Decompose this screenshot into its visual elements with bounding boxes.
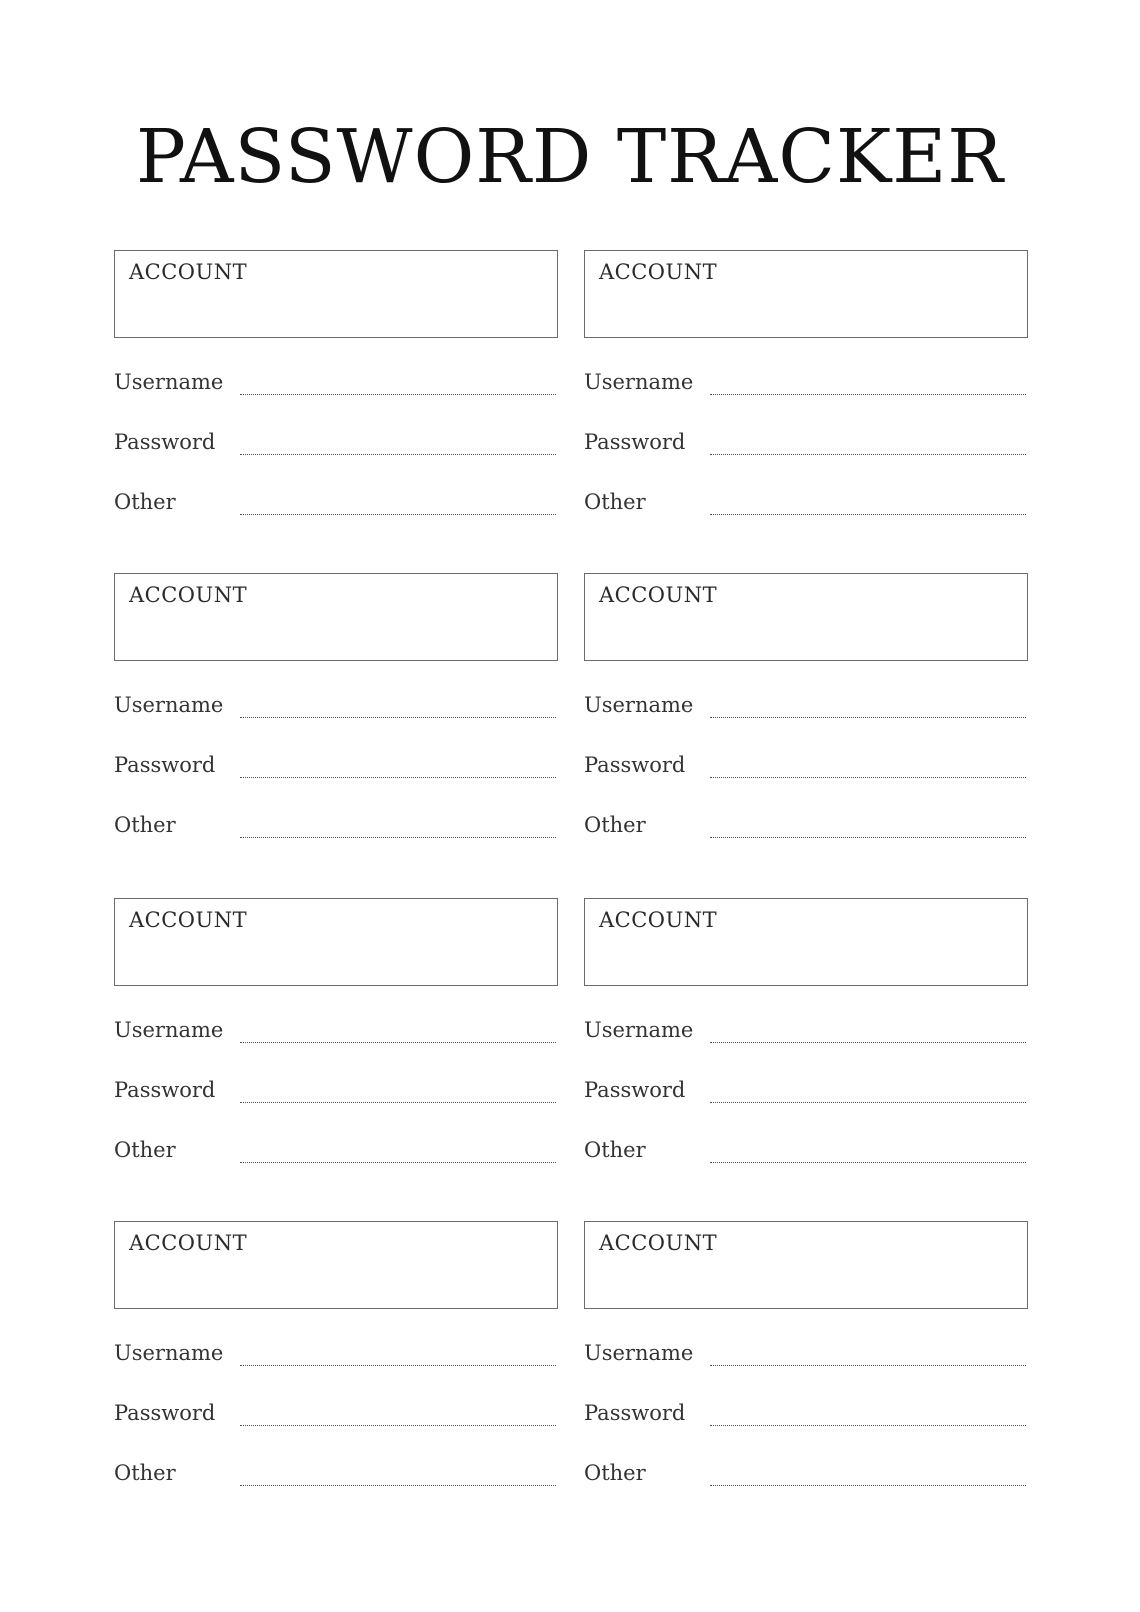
password-label: Password — [114, 430, 216, 454]
other-label: Other — [584, 813, 646, 837]
password-label: Password — [584, 1078, 686, 1102]
username-label: Username — [584, 1018, 694, 1042]
password-label: Password — [114, 1078, 216, 1102]
password-line[interactable] — [710, 1102, 1026, 1103]
other-field — [114, 1459, 558, 1493]
username-label: Username — [584, 693, 694, 717]
other-field — [114, 1136, 558, 1170]
username-label: Username — [114, 370, 224, 394]
other-line[interactable] — [240, 1485, 556, 1486]
other-field — [114, 811, 558, 845]
other-line[interactable] — [710, 514, 1026, 515]
username-field — [114, 691, 558, 725]
other-line[interactable] — [240, 837, 556, 838]
account-name-box[interactable] — [114, 898, 558, 986]
password-label: Password — [114, 753, 216, 777]
account-entry — [114, 898, 558, 1170]
other-label: Other — [114, 1138, 176, 1162]
other-label: Other — [584, 490, 646, 514]
username-label: Username — [584, 370, 694, 394]
username-line[interactable] — [710, 394, 1026, 395]
account-name-box[interactable] — [114, 1221, 558, 1309]
other-line[interactable] — [710, 1162, 1026, 1163]
account-label: ACCOUNT — [599, 908, 718, 932]
username-label: Username — [114, 693, 224, 717]
password-line[interactable] — [240, 1102, 556, 1103]
account-name-box[interactable] — [584, 250, 1028, 338]
account-label: ACCOUNT — [599, 583, 718, 607]
password-field — [584, 751, 1028, 785]
username-line[interactable] — [240, 1042, 556, 1043]
account-label: ACCOUNT — [599, 260, 718, 284]
password-field — [114, 1076, 558, 1110]
account-name-box[interactable] — [584, 898, 1028, 986]
account-name-box[interactable] — [114, 573, 558, 661]
page-title: PASSWORD TRACKER — [136, 114, 1004, 200]
other-label: Other — [114, 813, 176, 837]
account-label: ACCOUNT — [599, 1231, 718, 1255]
account-entry — [114, 250, 558, 522]
account-entry — [584, 573, 1028, 845]
password-field — [584, 1076, 1028, 1110]
username-field — [584, 691, 1028, 725]
password-line[interactable] — [710, 454, 1026, 455]
password-line[interactable] — [240, 1425, 556, 1426]
username-label: Username — [114, 1018, 224, 1042]
other-line[interactable] — [710, 837, 1026, 838]
account-entry — [114, 573, 558, 845]
account-label: ACCOUNT — [129, 583, 248, 607]
username-line[interactable] — [710, 717, 1026, 718]
username-line[interactable] — [240, 394, 556, 395]
password-field — [114, 428, 558, 462]
account-entry — [584, 898, 1028, 1170]
password-line[interactable] — [240, 454, 556, 455]
account-label: ACCOUNT — [129, 1231, 248, 1255]
password-line[interactable] — [710, 777, 1026, 778]
account-name-box[interactable] — [584, 573, 1028, 661]
username-field — [114, 1339, 558, 1373]
password-label: Password — [584, 430, 686, 454]
account-name-box[interactable] — [584, 1221, 1028, 1309]
password-field — [584, 1399, 1028, 1433]
other-label: Other — [114, 1461, 176, 1485]
password-label: Password — [114, 1401, 216, 1425]
other-label: Other — [584, 1138, 646, 1162]
other-line[interactable] — [240, 1162, 556, 1163]
other-label: Other — [114, 490, 176, 514]
username-label: Username — [584, 1341, 694, 1365]
password-field — [584, 428, 1028, 462]
username-field — [584, 1016, 1028, 1050]
account-entry — [584, 250, 1028, 522]
username-field — [114, 1016, 558, 1050]
password-line[interactable] — [240, 777, 556, 778]
password-label: Password — [584, 1401, 686, 1425]
username-field — [584, 368, 1028, 402]
username-line[interactable] — [710, 1365, 1026, 1366]
username-field — [114, 368, 558, 402]
account-entry — [114, 1221, 558, 1493]
other-field — [114, 488, 558, 522]
other-field — [584, 1136, 1028, 1170]
other-field — [584, 1459, 1028, 1493]
username-line[interactable] — [240, 717, 556, 718]
username-field — [584, 1339, 1028, 1373]
password-label: Password — [584, 753, 686, 777]
other-label: Other — [584, 1461, 646, 1485]
account-name-box[interactable] — [114, 250, 558, 338]
username-label: Username — [114, 1341, 224, 1365]
other-line[interactable] — [240, 514, 556, 515]
password-line[interactable] — [710, 1425, 1026, 1426]
account-entry — [584, 1221, 1028, 1493]
password-field — [114, 1399, 558, 1433]
password-field — [114, 751, 558, 785]
other-field — [584, 488, 1028, 522]
account-label: ACCOUNT — [129, 908, 248, 932]
username-line[interactable] — [240, 1365, 556, 1366]
other-field — [584, 811, 1028, 845]
account-label: ACCOUNT — [129, 260, 248, 284]
other-line[interactable] — [710, 1485, 1026, 1486]
username-line[interactable] — [710, 1042, 1026, 1043]
